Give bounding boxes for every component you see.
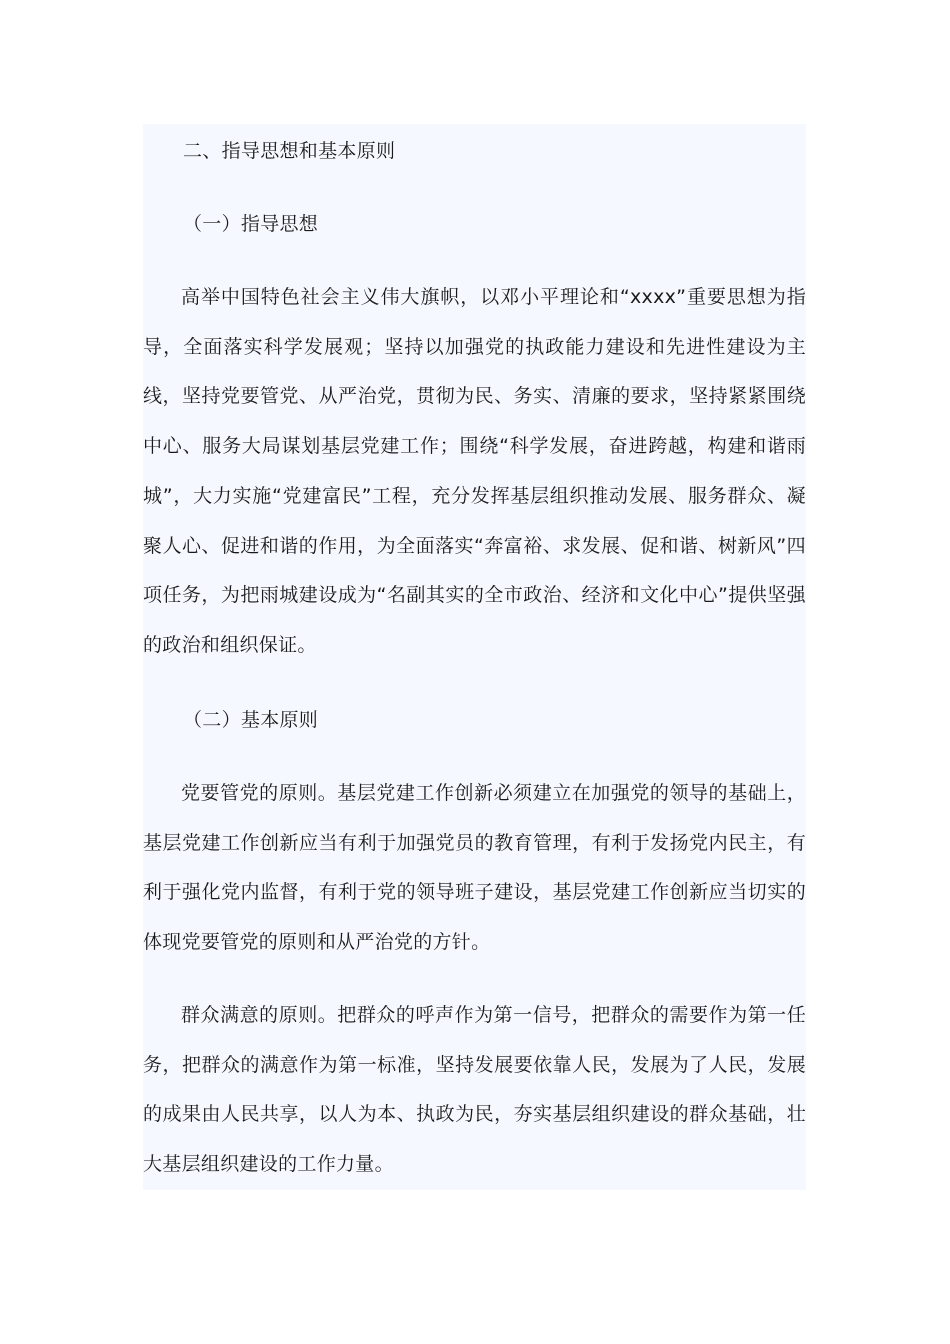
paragraph-guiding-ideology: 高举中国特色社会主义伟大旗帜，以邓小平理论和“xxxx”重要思想为指导，全面落实科学发展观；坚持以加强党的执政能力建设和先进性建设为主线，坚持党要管党、从严治党，贯彻为民、务实、清廉的要求，坚持紧紧围绕中心、服务大局谋划基层党建工作；围绕“科学发展，奋进跨越，构建和谐雨城”，大力实施“党建富民”工程，充分发挥基层组织推动发展、服务群众、凝聚人心、促进和谐的作用，为全面落实“奔富裕、求发展、促和谐、树新风”四项任务，为把雨城建设成为“名副其实的全市政治、经济和文化中心”提供坚强的政治和组织保证。 xyxy=(143,286,806,656)
subsection-title-guiding-ideology: （一）指导思想 xyxy=(183,213,319,235)
paragraph-masses-principle: 群众满意的原则。把群众的呼声作为第一信号，把群众的需要作为第一任务，把群众的满意作为第一标准，坚持发展要依靠人民，发展为了人民，发展的成果由人民共享，以人为本、执政为民，夯实基层组织建设的群众基础，壮大基层组织建设的工作力量。 xyxy=(143,1004,806,1176)
subsection-title-basic-principles: （二）基本原则 xyxy=(183,709,319,731)
document-text-block xyxy=(143,124,806,1190)
section-title: 二、指导思想和基本原则 xyxy=(183,140,396,162)
paragraph-party-principle: 党要管党的原则。基层党建工作创新必须建立在加强党的领导的基础上，基层党建工作创新应当有利于加强党员的教育管理，有利于发扬党内民主，有利于强化党内监督，有利于党的领导班子建设，基层党建工作创新应当切实的体现党要管党的原则和从严治党的方针。 xyxy=(143,782,806,954)
